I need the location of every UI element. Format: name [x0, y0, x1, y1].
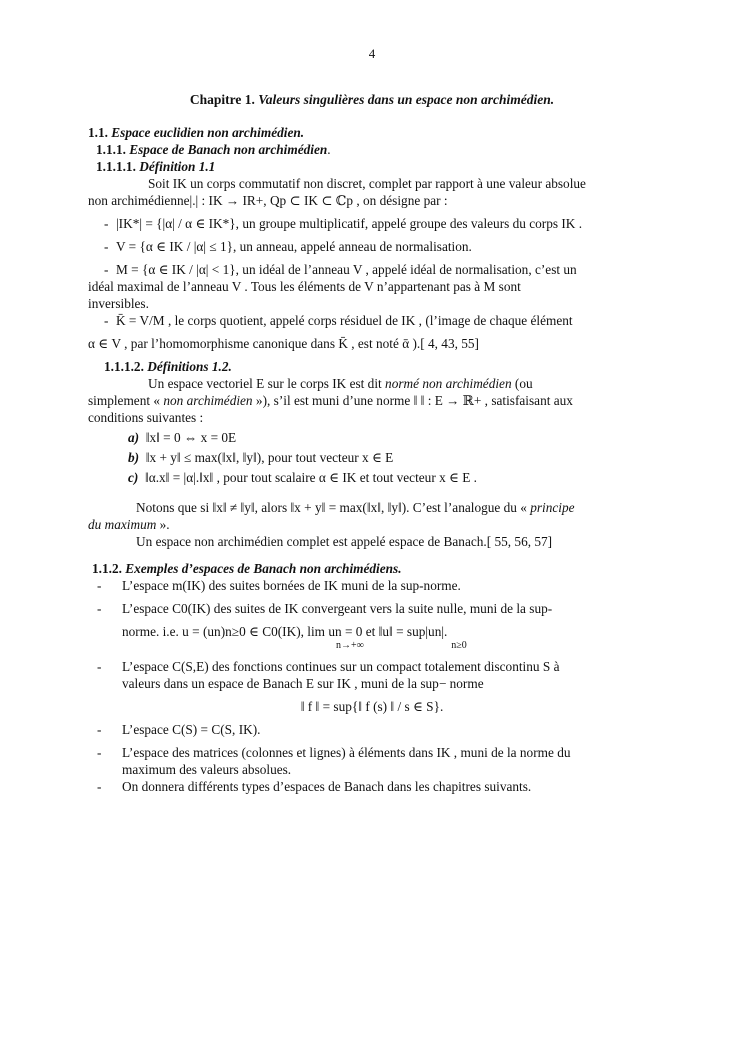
list-dash: -	[104, 216, 109, 231]
section-heading-1-1-1-2	[88, 358, 656, 375]
condition-text: ‖α.x‖ = |α|.‖x‖ , pour tout scalaire α ∈ IK et tout vecteur x ∈ E .	[145, 470, 477, 485]
example-text: L’espace des matrices (colonnes et lignes) à éléments dans IK , muni de la norme du	[122, 745, 571, 760]
condition-text: ‖x + y‖ ≤ max(‖x‖, ‖y‖), pour tout vecteur x ∈ E	[145, 450, 394, 465]
list-dash: -	[104, 239, 109, 254]
example-item	[88, 577, 656, 594]
list-dash: -	[97, 601, 102, 616]
section-number: 1.1.	[88, 125, 108, 140]
section-tail: .	[327, 142, 331, 157]
list-item-text: |IK*| = {|α| / α ∈ IK*}, un groupe multiplicatif, appelé groupe des valeurs du corps IK .	[116, 216, 583, 231]
list-dash: -	[97, 779, 102, 794]
condition-c	[88, 469, 656, 486]
paragraph-line: idéal maximal de l’anneau V . Tous les éléments de V n’appartenant pas à M sont	[88, 279, 521, 294]
condition-a	[88, 429, 656, 446]
section-title: Définition 1.1	[139, 159, 216, 174]
example-item	[88, 778, 656, 795]
example-text: L’espace m(IK) des suites bornées de IK muni de la sup-norme.	[122, 578, 461, 593]
section-number: 1.1.1.	[96, 142, 126, 157]
emphasis-text: principe	[530, 500, 575, 515]
text-run: »), s’il est muni d’une norme ‖ ‖ : E → ℝ+ , satisfaisant aux	[252, 393, 573, 408]
example-limit-subscripts: n→+∞ n≥0	[336, 640, 467, 651]
paragraph-line: α ∈ V , par l’homomorphisme canonique dans K̄ , est noté ᾱ ).[ 4, 43, 55]	[88, 336, 479, 351]
emphasis-text: normé non archimédien	[385, 376, 512, 391]
list-item-maximal-ideal	[88, 261, 656, 278]
example-text: L’espace C0(IK) des suites de IK convergeant vers la suite nulle, muni de la sup-	[122, 601, 553, 616]
example-text: L’espace C(S,E) des fonctions continues sur un compact totalement discontinu S à	[122, 659, 560, 674]
example-item	[88, 744, 656, 761]
text-run: Notons que si ‖x‖ ≠ ‖y‖, alors ‖x + y‖ = max(‖x‖, ‖y‖). C’est l’analogue du «	[136, 500, 531, 515]
example-item	[88, 658, 656, 675]
definition2-intro-line1	[88, 375, 656, 392]
list-item-text: K̄ = V/M , le corps quotient, appelé corps résiduel de IK , (l’image de chaque élément	[116, 313, 573, 328]
section-title: Exemples d’espaces de Banach non archimédiens.	[125, 561, 402, 576]
list-dash: -	[104, 262, 109, 277]
example-item	[88, 721, 656, 738]
list-item-valuation-ring	[88, 238, 656, 255]
section-number: 1.1.1.2.	[104, 359, 144, 374]
condition-label: c)	[128, 470, 139, 485]
example-item-continuation: valeurs dans un espace de Banach E sur IK , muni de la sup− norme	[122, 676, 484, 691]
list-dash: -	[97, 745, 102, 760]
list-item-value-group	[88, 215, 656, 232]
example-item-continuation: maximum des valeurs absolues.	[122, 762, 292, 777]
list-dash: -	[97, 578, 102, 593]
section-heading-1-1	[88, 124, 656, 141]
text-run: simplement «	[88, 393, 164, 408]
section-title: Espace euclidien non archimédien.	[111, 125, 305, 140]
definition2-intro-line2	[88, 392, 656, 409]
note-line2	[88, 516, 656, 533]
section-heading-1-1-1	[88, 141, 656, 158]
condition-label: a)	[128, 430, 140, 445]
page-number: 4	[368, 46, 376, 61]
section-title: Espace de Banach non archimédien	[129, 142, 328, 157]
paragraph-line: inversibles.	[88, 296, 149, 311]
text-run: ».	[156, 517, 170, 532]
list-item-text: M = {α ∈ IK / |α| < 1}, un idéal de l’anneau V , appelé idéal de normalisation, c’est un	[116, 262, 577, 277]
condition-text: ‖x‖ = 0 ⇔ x = 0E	[145, 430, 237, 445]
text-run: Un espace vectoriel E sur le corps IK est dit	[148, 376, 386, 391]
condition-b	[88, 449, 656, 466]
note-line3: Un espace non archimédien complet est appelé espace de Banach.[ 55, 56, 57]	[136, 534, 553, 549]
example-item	[88, 600, 656, 617]
example-text: L’espace C(S) = C(S, IK).	[122, 722, 261, 737]
example-item-continuation: norme. i.e. u = (un)n≥0 ∈ C0(IK), lim un = 0 et ‖u‖ = sup|un|.	[122, 624, 448, 639]
example-formula: ‖ f ‖ = sup{‖ f (s) ‖ / s ∈ S}.	[300, 699, 444, 714]
list-item-text: V = {α ∈ IK / |α| ≤ 1}, un anneau, appelé anneau de normalisation.	[116, 239, 472, 254]
section-number: 1.1.2.	[92, 561, 122, 576]
emphasis-text: non archimédien	[163, 393, 253, 408]
section-heading-1-1-1-1	[88, 158, 656, 175]
chapter-title: Valeurs singulières dans un espace non archimédien.	[258, 92, 555, 107]
chapter-heading	[0, 92, 744, 108]
note-line1	[88, 499, 656, 516]
definition-intro-line1: Soit IK un corps commutatif non discret, complet par rapport à une valeur absolue	[148, 176, 586, 191]
list-dash: -	[104, 313, 109, 328]
page-content	[88, 124, 656, 795]
section-number: 1.1.1.1.	[96, 159, 136, 174]
definition-intro-line2: non archimédienne|.| : IK → IR+, Qp ⊂ IK ⊂ ℂp , on désigne par :	[88, 193, 448, 208]
text-run: (ou	[511, 376, 533, 391]
section-heading-1-1-2	[88, 560, 656, 577]
condition-label: b)	[128, 450, 140, 465]
list-item-residue-field	[88, 312, 656, 329]
list-dash: -	[97, 659, 102, 674]
section-title: Définitions 1.2.	[147, 359, 232, 374]
example-text: On donnera différents types d’espaces de Banach dans les chapitres suivants.	[122, 779, 532, 794]
list-dash: -	[97, 722, 102, 737]
chapter-label: Chapitre 1.	[189, 92, 255, 107]
emphasis-text: du maximum	[88, 517, 157, 532]
definition2-intro-line3: conditions suivantes :	[88, 410, 204, 425]
